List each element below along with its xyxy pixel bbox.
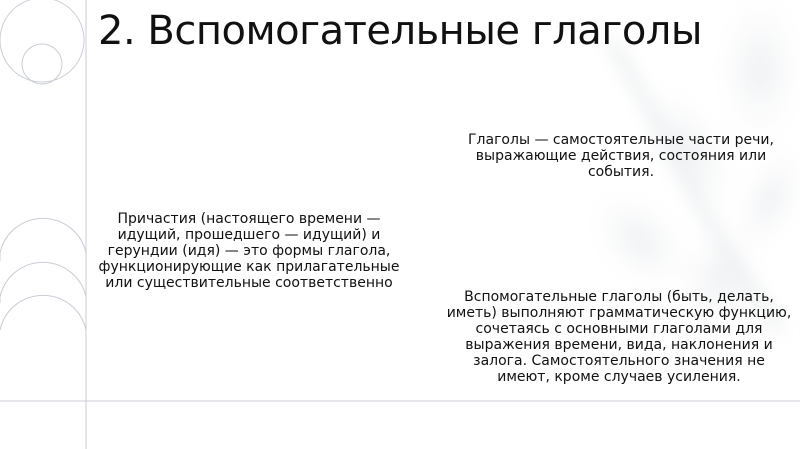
participles-text-block: Причастия (настоящего времени — идущий, прошедшего — идущий) и герундии (идя) — это формы глагола, функционирующие как прилагательные или существительные соответственно <box>98 211 400 291</box>
auxiliary-verbs-text-block: Вспомогательные глаголы (быть, делать, иметь) выполняют грамматическую функцию, сочетаясь с основными глаголами для выражения времени, вида, наклонения и залога. Самостоятельного значения не имеют, кроме случаев усиления. <box>446 289 792 385</box>
slide-title: 2. Вспомогательные глаголы <box>98 8 702 54</box>
definition-text-block: Глаголы — самостоятельные части речи, выражающие действия, состояния или события. <box>468 132 774 180</box>
